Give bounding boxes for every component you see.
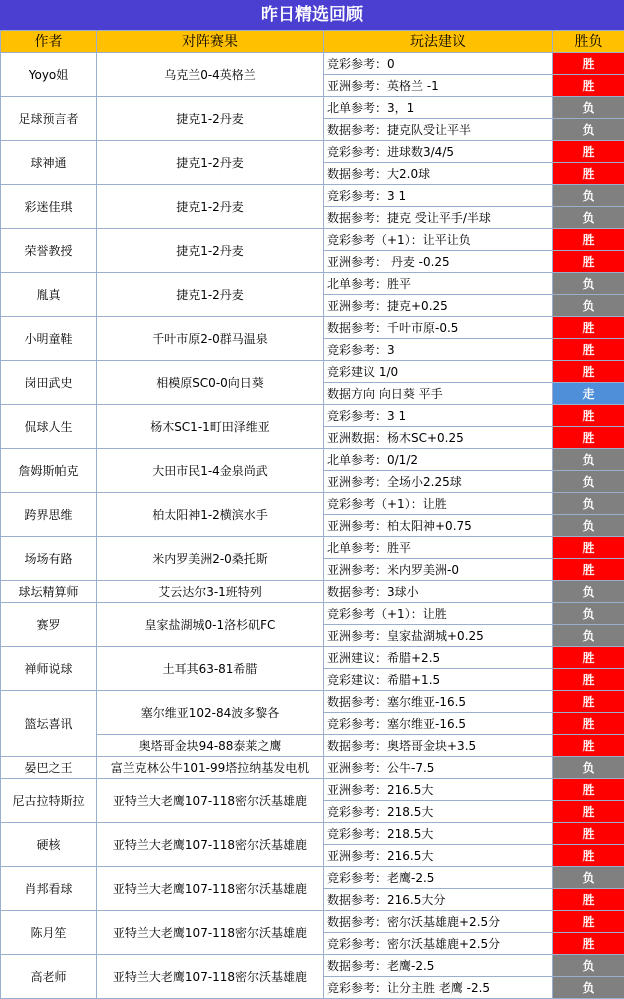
play-suggestion-cell: 亚洲参考：216.5大 <box>324 845 553 867</box>
match-cell: 大田市民1-4金泉尚武 <box>97 449 324 493</box>
match-cell: 捷克1-2丹麦 <box>97 141 324 185</box>
table-header-row <box>1 31 624 53</box>
result-badge: 胜 <box>553 163 624 185</box>
table-row <box>1 955 624 977</box>
play-suggestion-cell: 亚洲参考：米内罗美洲-0 <box>324 559 553 581</box>
play-suggestion-cell: 北单参考：胜平 <box>324 273 553 295</box>
result-badge: 胜 <box>553 669 624 691</box>
result-badge: 胜 <box>553 713 624 735</box>
play-suggestion-cell: 竞彩参考：0 <box>324 53 553 75</box>
play-suggestion-cell: 竞彩参考：3 <box>324 339 553 361</box>
result-badge: 负 <box>553 581 624 603</box>
result-badge: 胜 <box>553 801 624 823</box>
table-row <box>1 779 624 801</box>
result-badge: 胜 <box>553 559 624 581</box>
table-row <box>1 97 624 119</box>
play-suggestion-cell: 亚洲参考：柏太阳神+0.75 <box>324 515 553 537</box>
author-cell: 赛罗 <box>1 603 97 647</box>
table-row <box>1 141 624 163</box>
play-suggestion-cell: 数据参考：千叶市原-0.5 <box>324 317 553 339</box>
result-badge: 胜 <box>553 691 624 713</box>
match-cell: 亚特兰大老鹰107-118密尔沃基雄鹿 <box>97 867 324 911</box>
result-badge: 胜 <box>553 933 624 955</box>
play-suggestion-cell: 数据参考：塞尔维亚-16.5 <box>324 691 553 713</box>
result-badge: 胜 <box>553 229 624 251</box>
result-badge: 负 <box>553 185 624 207</box>
result-badge: 负 <box>553 97 624 119</box>
result-badge: 负 <box>553 449 624 471</box>
result-badge: 胜 <box>553 251 624 273</box>
author-cell: 禅师说球 <box>1 647 97 691</box>
table-row <box>1 361 624 383</box>
header-author: 作者 <box>1 31 97 53</box>
result-badge: 负 <box>553 977 624 999</box>
result-badge: 胜 <box>553 735 624 757</box>
table-row <box>1 823 624 845</box>
header-match: 对阵赛果 <box>97 31 324 53</box>
match-cell: 千叶市原2-0群马温泉 <box>97 317 324 361</box>
author-cell: 场场有路 <box>1 537 97 581</box>
match-cell: 相模原SC0-0向日葵 <box>97 361 324 405</box>
result-badge: 胜 <box>553 537 624 559</box>
play-suggestion-cell: 亚洲参考：216.5大 <box>324 779 553 801</box>
table-row <box>1 53 624 75</box>
match-cell: 捷克1-2丹麦 <box>97 229 324 273</box>
play-suggestion-cell: 数据参考：密尔沃基雄鹿+2.5分 <box>324 911 553 933</box>
match-cell: 富兰克林公牛101-99塔拉纳基发电机 <box>97 757 324 779</box>
play-suggestion-cell: 数据参考：老鹰-2.5 <box>324 955 553 977</box>
play-suggestion-cell: 竞彩参考：让分主胜 老鹰 -2.5 <box>324 977 553 999</box>
author-cell: 詹姆斯帕克 <box>1 449 97 493</box>
result-badge: 负 <box>553 515 624 537</box>
table-row <box>1 757 624 779</box>
play-suggestion-cell: 竞彩参考：老鹰-2.5 <box>324 867 553 889</box>
result-badge: 胜 <box>553 647 624 669</box>
match-cell: 捷克1-2丹麦 <box>97 273 324 317</box>
play-suggestion-cell: 亚洲参考： 丹麦 -0.25 <box>324 251 553 273</box>
result-badge: 走 <box>553 383 624 405</box>
author-cell: 肖邦看球 <box>1 867 97 911</box>
result-badge: 负 <box>553 273 624 295</box>
match-cell: 塞尔维亚102-84波多黎各 <box>97 691 324 735</box>
author-cell: 足球预言者 <box>1 97 97 141</box>
play-suggestion-cell: 亚洲建议：希腊+2.5 <box>324 647 553 669</box>
result-badge: 负 <box>553 493 624 515</box>
table-body <box>1 31 624 999</box>
author-cell: Yoyo姐 <box>1 53 97 97</box>
play-suggestion-cell: 竞彩参考：3 1 <box>324 405 553 427</box>
result-badge: 负 <box>553 867 624 889</box>
author-cell: 荣誉教授 <box>1 229 97 273</box>
match-cell: 亚特兰大老鹰107-118密尔沃基雄鹿 <box>97 911 324 955</box>
author-cell: 球坛精算师 <box>1 581 97 603</box>
result-badge: 胜 <box>553 339 624 361</box>
play-suggestion-cell: 数据参考：3球小 <box>324 581 553 603</box>
play-suggestion-cell: 数据参考：奥塔哥金块+3.5 <box>324 735 553 757</box>
play-suggestion-cell: 亚洲参考：英格兰 -1 <box>324 75 553 97</box>
table-row <box>1 537 624 559</box>
play-suggestion-cell: 北单参考：胜平 <box>324 537 553 559</box>
play-suggestion-cell: 北单参考：3，1 <box>324 97 553 119</box>
play-suggestion-cell: 竞彩参考：塞尔维亚-16.5 <box>324 713 553 735</box>
author-cell: 尼古拉特斯拉 <box>1 779 97 823</box>
play-suggestion-cell: 数据参考：捷克 受让平手/半球 <box>324 207 553 229</box>
result-badge: 胜 <box>553 911 624 933</box>
author-cell: 跨界思维 <box>1 493 97 537</box>
result-badge: 胜 <box>553 405 624 427</box>
play-suggestion-cell: 北单参考：0/1/2 <box>324 449 553 471</box>
author-cell: 篮坛喜讯 <box>1 691 97 757</box>
table-row <box>1 449 624 471</box>
play-suggestion-cell: 数据参考：捷克队受让平半 <box>324 119 553 141</box>
table-row <box>1 317 624 339</box>
result-badge: 胜 <box>553 845 624 867</box>
table-row <box>1 867 624 889</box>
author-cell: 硬核 <box>1 823 97 867</box>
result-badge: 负 <box>553 471 624 493</box>
author-cell: 晏巴之王 <box>1 757 97 779</box>
author-cell: 胤真 <box>1 273 97 317</box>
match-cell: 皇家盐湖城0-1洛杉矶FC <box>97 603 324 647</box>
result-badge: 负 <box>553 625 624 647</box>
review-table <box>0 30 624 999</box>
page-title: 昨日精选回顾 <box>0 0 624 30</box>
author-cell: 球神通 <box>1 141 97 185</box>
play-suggestion-cell: 竞彩参考：218.5大 <box>324 823 553 845</box>
match-cell: 艾云达尔3-1班特列 <box>97 581 324 603</box>
play-suggestion-cell: 亚洲数据：杨木SC+0.25 <box>324 427 553 449</box>
match-cell: 米内罗美洲2-0桑托斯 <box>97 537 324 581</box>
result-badge: 胜 <box>553 823 624 845</box>
match-cell: 柏太阳神1-2横滨水手 <box>97 493 324 537</box>
table-row <box>1 911 624 933</box>
table-row <box>1 603 624 625</box>
play-suggestion-cell: 数据参考：大2.0球 <box>324 163 553 185</box>
match-cell: 亚特兰大老鹰107-118密尔沃基雄鹿 <box>97 955 324 999</box>
play-suggestion-cell: 数据参考：216.5大分 <box>324 889 553 911</box>
match-cell: 捷克1-2丹麦 <box>97 97 324 141</box>
table-row <box>1 273 624 295</box>
author-cell: 岗田武史 <box>1 361 97 405</box>
match-cell: 土耳其63-81希腊 <box>97 647 324 691</box>
play-suggestion-cell: 竞彩参考（+1）：让胜 <box>324 493 553 515</box>
author-cell: 陈月笙 <box>1 911 97 955</box>
result-badge: 负 <box>553 955 624 977</box>
result-badge: 负 <box>553 295 624 317</box>
table-row <box>1 185 624 207</box>
header-play: 玩法建议 <box>324 31 553 53</box>
table-row <box>1 229 624 251</box>
play-suggestion-cell: 竞彩建议：希腊+1.5 <box>324 669 553 691</box>
result-badge: 胜 <box>553 75 624 97</box>
result-badge: 胜 <box>553 427 624 449</box>
table-row <box>1 691 624 713</box>
result-badge: 负 <box>553 119 624 141</box>
table-row <box>1 405 624 427</box>
play-suggestion-cell: 竞彩参考：218.5大 <box>324 801 553 823</box>
match-cell: 捷克1-2丹麦 <box>97 185 324 229</box>
result-badge: 胜 <box>553 779 624 801</box>
result-badge: 胜 <box>553 361 624 383</box>
match-cell: 奥塔哥金块94-88泰莱之鹰 <box>97 735 324 757</box>
play-suggestion-cell: 竞彩参考（+1）：让平让负 <box>324 229 553 251</box>
result-badge: 负 <box>553 603 624 625</box>
result-badge: 胜 <box>553 317 624 339</box>
match-cell: 乌克兰0-4英格兰 <box>97 53 324 97</box>
play-suggestion-cell: 竞彩参考：密尔沃基雄鹿+2.5分 <box>324 933 553 955</box>
author-cell: 小明童鞋 <box>1 317 97 361</box>
play-suggestion-cell: 竞彩参考：进球数3/4/5 <box>324 141 553 163</box>
table-row <box>1 581 624 603</box>
play-suggestion-cell: 亚洲参考：全场小2.25球 <box>324 471 553 493</box>
match-cell: 亚特兰大老鹰107-118密尔沃基雄鹿 <box>97 779 324 823</box>
table-row <box>1 493 624 515</box>
table-row <box>1 647 624 669</box>
author-cell: 彩迷佳琪 <box>1 185 97 229</box>
result-badge: 负 <box>553 757 624 779</box>
result-badge: 胜 <box>553 141 624 163</box>
play-suggestion-cell: 亚洲参考：皇家盐湖城+0.25 <box>324 625 553 647</box>
play-suggestion-cell: 竞彩参考：3 1 <box>324 185 553 207</box>
header-result: 胜负 <box>553 31 624 53</box>
play-suggestion-cell: 竞彩建议 1/0 <box>324 361 553 383</box>
author-cell: 高老师 <box>1 955 97 999</box>
result-badge: 负 <box>553 207 624 229</box>
play-suggestion-cell: 亚洲参考：捷克+0.25 <box>324 295 553 317</box>
play-suggestion-cell: 竞彩参考（+1）：让胜 <box>324 603 553 625</box>
match-cell: 亚特兰大老鹰107-118密尔沃基雄鹿 <box>97 823 324 867</box>
result-badge: 胜 <box>553 889 624 911</box>
author-cell: 侃球人生 <box>1 405 97 449</box>
play-suggestion-cell: 亚洲参考：公牛-7.5 <box>324 757 553 779</box>
result-badge: 胜 <box>553 53 624 75</box>
match-cell: 杨木SC1-1町田泽维亚 <box>97 405 324 449</box>
play-suggestion-cell: 数据方向 向日葵 平手 <box>324 383 553 405</box>
